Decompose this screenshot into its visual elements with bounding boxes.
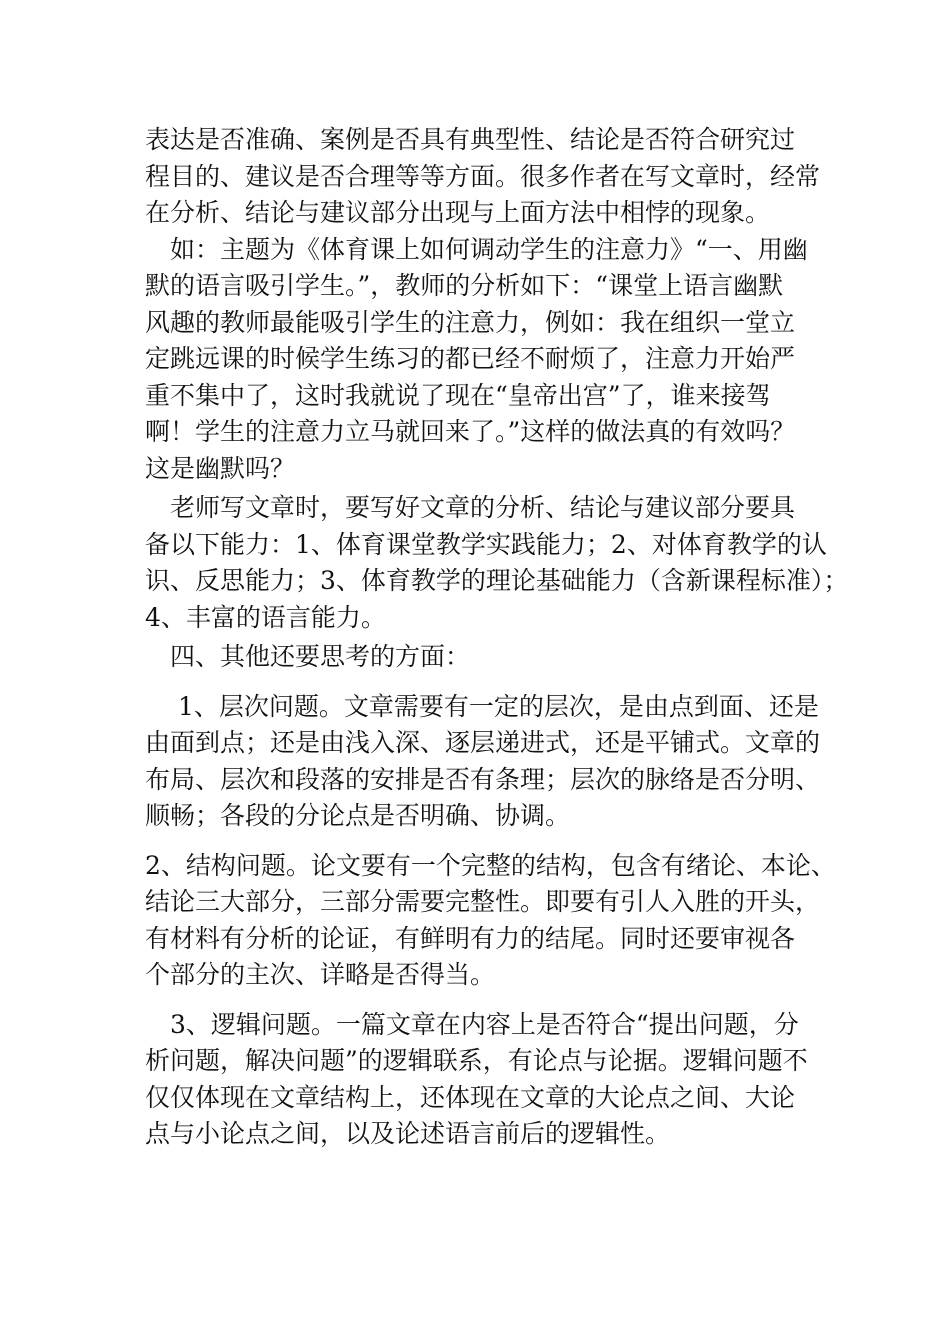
text-line: 识、反思能力；3、体育教学的理论基础能力（含新课程标准）；: [145, 566, 849, 595]
text-line: 表达是否准确、案例是否具有典型性、结论是否符合研究过: [145, 125, 796, 154]
text-line: 有材料有分析的论证，有鲜明有力的结尾。同时还要审视各: [145, 923, 796, 953]
text-line: 个部分的主次、详略是否得当。: [145, 960, 496, 989]
text-line: 这是幽默吗？: [145, 453, 296, 483]
text-line: 点与小论点之间，以及论述语言前后的逻辑性。: [145, 1119, 671, 1148]
text-line: 布局、层次和段落的安排是否有条理；层次的脉络是否分明、: [145, 764, 821, 794]
text-line: 备以下能力：1、体育课堂教学实践能力；2、对体育教学的认: [145, 529, 827, 559]
text-line: 结论三大部分，三部分需要完整性。即要有引人入胜的开头，: [145, 887, 821, 916]
text-line: 由面到点；还是由浅入深、逐层递进式，还是平铺式。文章的: [145, 728, 821, 757]
text-line: 啊！学生的注意力立马就回来了。”这样的做法真的有效吗？: [145, 417, 796, 446]
text-line: 2、结构问题。论文要有一个完整的结构，包含有绪论、本论、: [145, 850, 836, 880]
text-line: 如：主题为《体育课上如何调动学生的注意力》“一、用幽: [145, 234, 808, 264]
document-body: [145, 122, 849, 1153]
text-line: 3、逻辑问题。一篇文章在内容上是否符合“提出问题，分: [145, 1009, 799, 1039]
section-heading: 四、其他还要思考的方面：: [145, 642, 471, 671]
text-line: 顺畅；各段的分论点是否明确、协调。: [145, 801, 571, 830]
text-line: 4、丰富的语言能力。: [145, 602, 386, 632]
text-line: 风趣的教师最能吸引学生的注意力，例如：我在组织一堂立: [145, 307, 796, 337]
text-line: 1、层次问题。文章需要有一定的层次，是由点到面、还是: [145, 691, 819, 721]
text-line: 重不集中了，这时我就说了现在“皇帝出宫”了，谁来接驾: [145, 380, 771, 410]
text-line: 程目的、建议是否合理等等方面。很多作者在写文章时，经常: [145, 161, 821, 191]
text-line: 定跳远课的时候学生练习的都已经不耐烦了，注意力开始严: [145, 344, 796, 373]
text-line: 默的语言吸引学生。”，教师的分析如下：“课堂上语言幽默: [145, 271, 784, 300]
text-line: 老师写文章时，要写好文章的分析、结论与建议部分要具: [145, 493, 796, 522]
text-line: 析问题，解决问题”的逻辑联系，有论点与论据。逻辑问题不: [145, 1046, 808, 1075]
text-line: 在分析、结论与建议部分出现与上面方法中相悖的现象。: [145, 198, 771, 227]
text-line: 仅仅体现在文章结构上，还体现在文章的大论点之间、大论: [145, 1082, 796, 1112]
